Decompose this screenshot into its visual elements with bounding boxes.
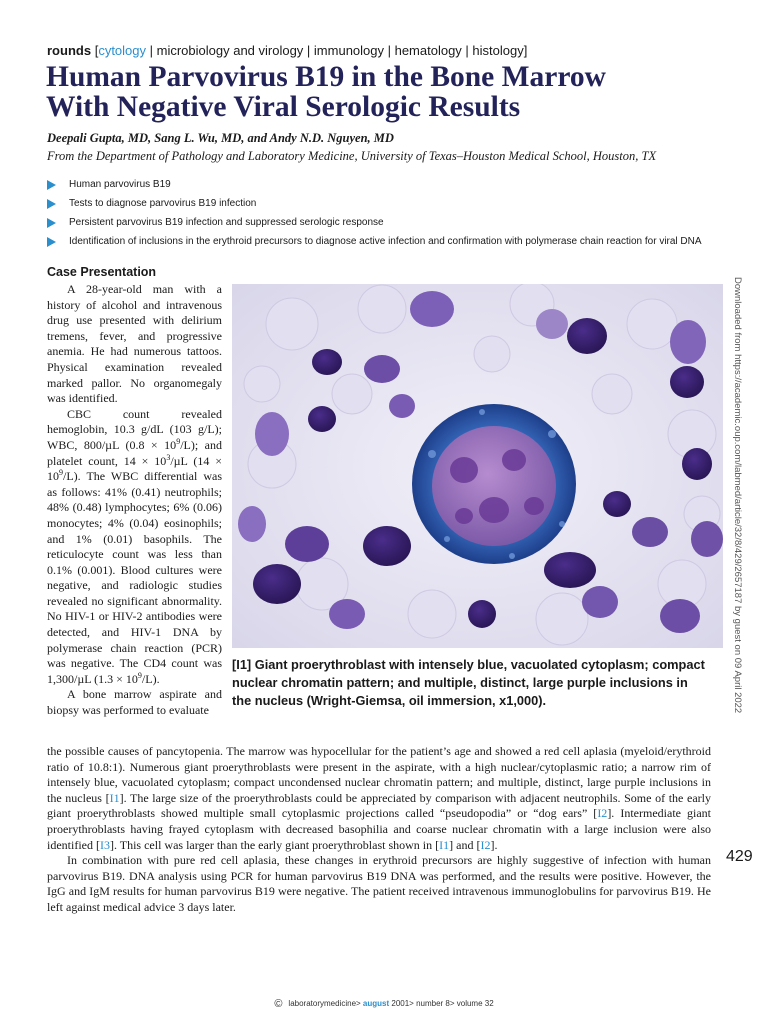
bullet-triangle-icon — [47, 180, 56, 190]
authors: Deepali Gupta, MD, Sang L. Wu, MD, and Andy N.D. Nguyen, MD — [47, 131, 394, 145]
bullet-triangle-icon — [47, 199, 56, 209]
full-width-text — [47, 744, 711, 916]
footer-year: 2001 — [389, 999, 410, 1009]
left-column-text — [47, 282, 222, 719]
key-point — [47, 196, 737, 215]
title-line-2: With Negative Viral Serologic Results — [46, 91, 521, 123]
figure-ref-link[interactable]: I1 — [439, 837, 450, 852]
section-active-category[interactable]: cytology — [98, 43, 147, 58]
paragraph-conclusion: In combination with pure red cell aplasia, these changes in erythroid precursors are highly suggestive of infection with human parvovirus B19. DNA analysis using PCR for human parvovirus B19 DNA was performed, and the results were positive. However, the IgG and IgM results for human parvovirus B19 were negative. The patient received intravenous immunoglobulins for parvovirus B19. He left against medical advice 3 days later. — [47, 853, 711, 914]
copyright-symbol: © — [274, 998, 283, 1010]
bone-marrow-micrograph-image — [232, 284, 723, 648]
key-point-text: Tests to diagnose parvovirus B19 infection — [69, 198, 257, 209]
article-title — [46, 62, 736, 122]
footer-issue: > number 8> volume 32 — [409, 999, 494, 1009]
section-other-categories: | microbiology and virology | immunology | hematology | histology] — [149, 43, 528, 58]
section-open-bracket: [ — [94, 43, 99, 58]
footer-journal: laboratorymedicine> — [288, 999, 363, 1009]
figure-ref-link[interactable]: I1 — [109, 790, 120, 805]
paragraph-history: A 28-year-old man with a history of alcohol and intravenous drug use presented with delirium tremens, fever, and progressive anemia. He had numerous tattoos. Physical examination revealed marked pallor. No organomegaly was identified. — [47, 282, 222, 406]
bullet-triangle-icon — [47, 218, 56, 228]
paragraph-cbc: CBC count revealed hemoglobin, 10.3 g/dL (103 g/L); WBC, 800/µL $(0.8 \times 10^9/L)$; and platelet count, $14 \times 10^3/\mu L$ $(14 \times 10^9/L)$. The WBC differential was as follows: 41% (0.41) neutrophils; 48% (0.48) lymphocytes; 6% (0.06) monocytes; 4% (0.04) eosinophils; and 1% (0.01) basophils. The reticulocyte count was less than 0.1% (0.001). Blood cultures were negative, and radiologic studies revealed no significant abnormality. No HIV-1 or HIV-2 antibodies were detected, and HIV-1 DNA by polymerase chain reaction (PCR) was negative. The CD4 count was 1,300/µL $(1.3 \times 10^9/L)$. — [47, 406, 222, 686]
download-watermark: Downloaded from https://academic.oup.com/labmed/article/32/8/429/2657187 by guest on 09 April 2022 — [732, 277, 743, 714]
paragraph-marrow-start: A bone marrow aspirate and biopsy was performed to evaluate — [47, 687, 222, 718]
case-presentation-heading: Case Presentation — [47, 265, 157, 279]
page-footer — [0, 998, 768, 1010]
figure-ref-link[interactable]: I2 — [597, 806, 608, 821]
key-point — [47, 215, 737, 234]
figure-caption: [I1] Giant proerythroblast with intensely blue, vacuolated cytoplasm; compact nuclear chromatin pattern; and multiple, distinct, large purple inclusions in the nucleus (Wright-Giemsa, oil immersion, x1,000). — [232, 657, 705, 708]
title-line-1: Human Parvovirus B19 in the Bone Marrow — [46, 61, 606, 93]
key-points-list — [47, 177, 737, 253]
key-point-text: Persistent parvovirus B19 infection and suppressed serologic response — [69, 217, 384, 228]
section-rounds-label: rounds — [47, 43, 92, 58]
affiliation: From the Department of Pathology and Laboratory Medicine, University of Texas–Houston Medical School, Houston, TX — [47, 149, 657, 163]
figure-ref-link[interactable]: I2 — [480, 837, 491, 852]
section-line — [47, 43, 527, 58]
footer-month: august — [362, 999, 390, 1009]
key-point — [47, 234, 737, 253]
key-point-text: Identification of inclusions in the erythroid precursors to diagnose active infection and confirmation with polymerase chain reaction for viral DNA — [69, 236, 702, 247]
micrograph-figure — [232, 284, 723, 648]
paragraph-marrow-findings: the possible causes of pancytopenia. The marrow was hypocellular for the patient’s age and showed a red cell aplasia (myeloid/erythroid ratio of 10.8:1). Numerous giant proerythroblasts were present in the aspirate, with a high nuclear/cytoplasmic ratio; a narrow rim of intensely blue, vacuolated cytoplasm; compact uncondensed nuclear chromatin pattern; and multiple, distinct, large purple inclusions in the nucleus [I1]. The large size of the proerythroblasts could be appreciated by comparison with adjacent neutrophils. Some of the early giant proerythroblasts showed multiple small cytoplasmic projections called “pseudopodia” or “dog ears” [I2]. Intermediate giant proerythroblasts having frayed cytoplasm with decreased basophilia and coarse nuclear chromatin with a large inclusion were also identified [I3]. This cell was larger than the early giant proerythroblast shown in [I1] and [I2]. — [47, 744, 712, 852]
figure-ref-link[interactable]: I3 — [99, 837, 110, 852]
page-number: 429 — [726, 848, 753, 865]
key-point-text: Human parvovirus B19 — [69, 179, 171, 190]
key-point — [47, 177, 737, 196]
bullet-triangle-icon — [47, 237, 56, 247]
